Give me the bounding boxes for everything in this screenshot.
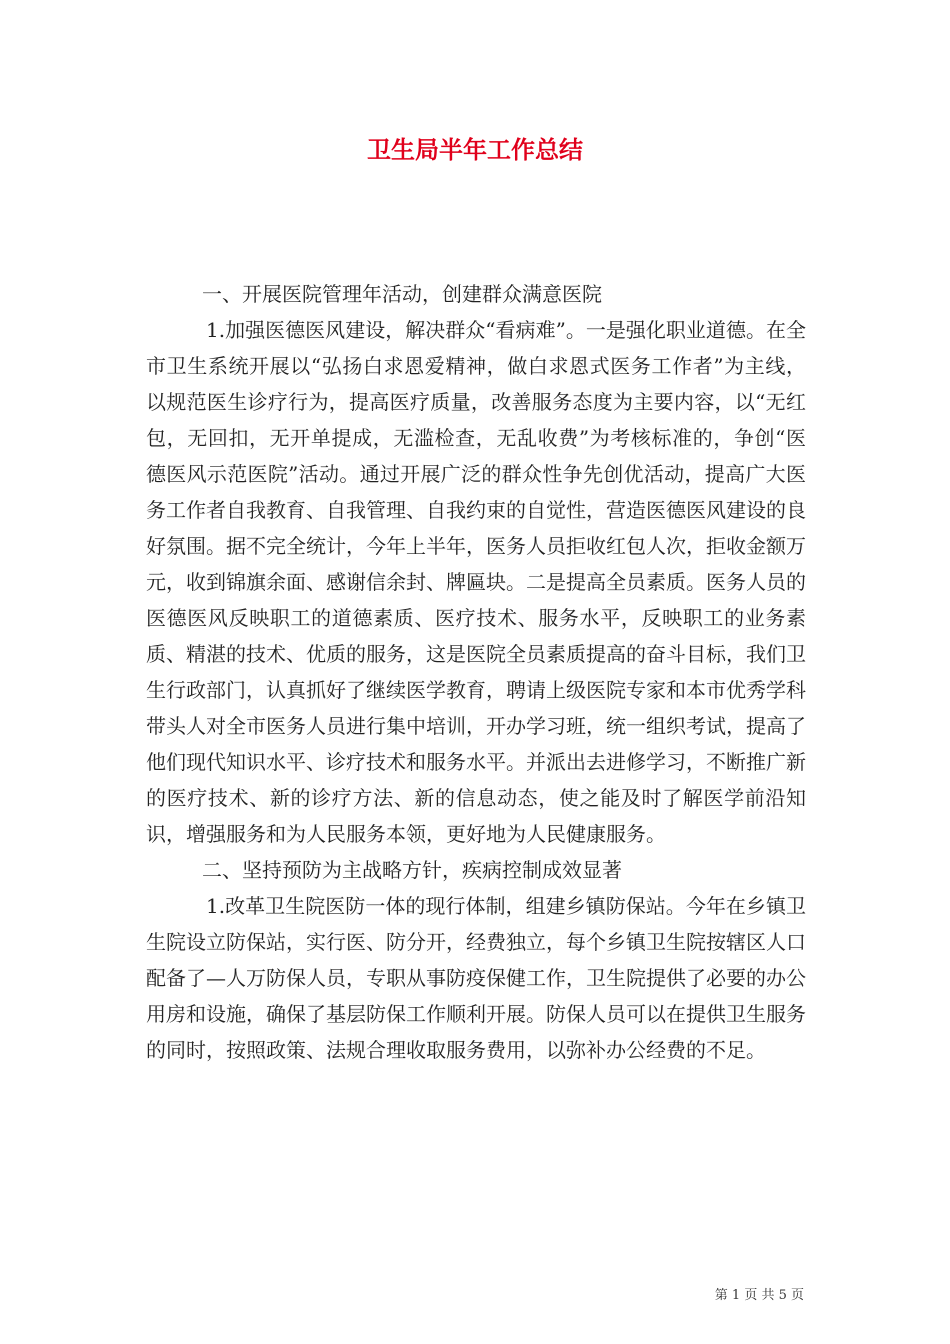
section-paragraph-1: 1.加强医德医风建设，解决群众“看病难”。一是强化职业道德。在全市卫生系统开展以“弘扬白求恩爱精神，做白求恩式医务工作者”为主线，以规范医生诊疗行为，提高医疗质量，改善服务态度为主要内容，以“无红包，无回扣，无开单提成，无滥检查，无乱收费”为考核标准的，争创“医德医风示范医院”活动。通过开展广泛的群众性争先创优活动，提高广大医务工作者自我教育、自我管理、自我约束的自觉性，营造医德医风建设的良好氛围。据不完全统计，今年上半年，医务人员拒收红包人次，拒收金额万元，收到锦旗余面、感谢信余封、牌匾块。二是提高全员素质。医务人员的医德医风反映职工的道德素质、医疗技术、服务水平，反映职工的业务素质、精湛的技术、优质的服务，这是医院全员素质提高的奋斗目标，我们卫生行政部门，认真抓好了继续医学教育，聘请上级医院专家和本市优秀学科带头人对全市医务人员进行集中培训，开办学习班，统一组织考试，提高了他们现代知识水平、诊疗技术和服务水平。并派出去进修学习，不断推广新的医疗技术、新的诊疗方法、新的信息动态，使之能及时了解医学前沿知识，增强服务和为人民服务本领，更好地为人民健康服务。 <box>146 318 806 846</box>
document-body <box>146 276 806 1068</box>
document-title: 卫生局半年工作总结 <box>367 135 583 164</box>
section-heading-2: 二、坚持预防为主战略方针，疾病控制成效显著 <box>202 858 622 882</box>
section-paragraph-2: 1.改革卫生院医防一体的现行体制，组建乡镇防保站。今年在乡镇卫生院设立防保站，实行医、防分开，经费独立，每个乡镇卫生院按辖区人口配备了—人万防保人员，专职从事防疫保健工作，卫生院提供了必要的办公用房和设施，确保了基层防保工作顺利开展。防保人员可以在提供卫生服务的同时，按照政策、法规合理收取服务费用，以弥补办公经费的不足。 <box>146 894 806 1062</box>
page-number-footer: 第 1 页 共 5 页 <box>714 1288 804 1303</box>
section-heading-1: 一、开展医院管理年活动，创建群众满意医院 <box>202 282 602 306</box>
